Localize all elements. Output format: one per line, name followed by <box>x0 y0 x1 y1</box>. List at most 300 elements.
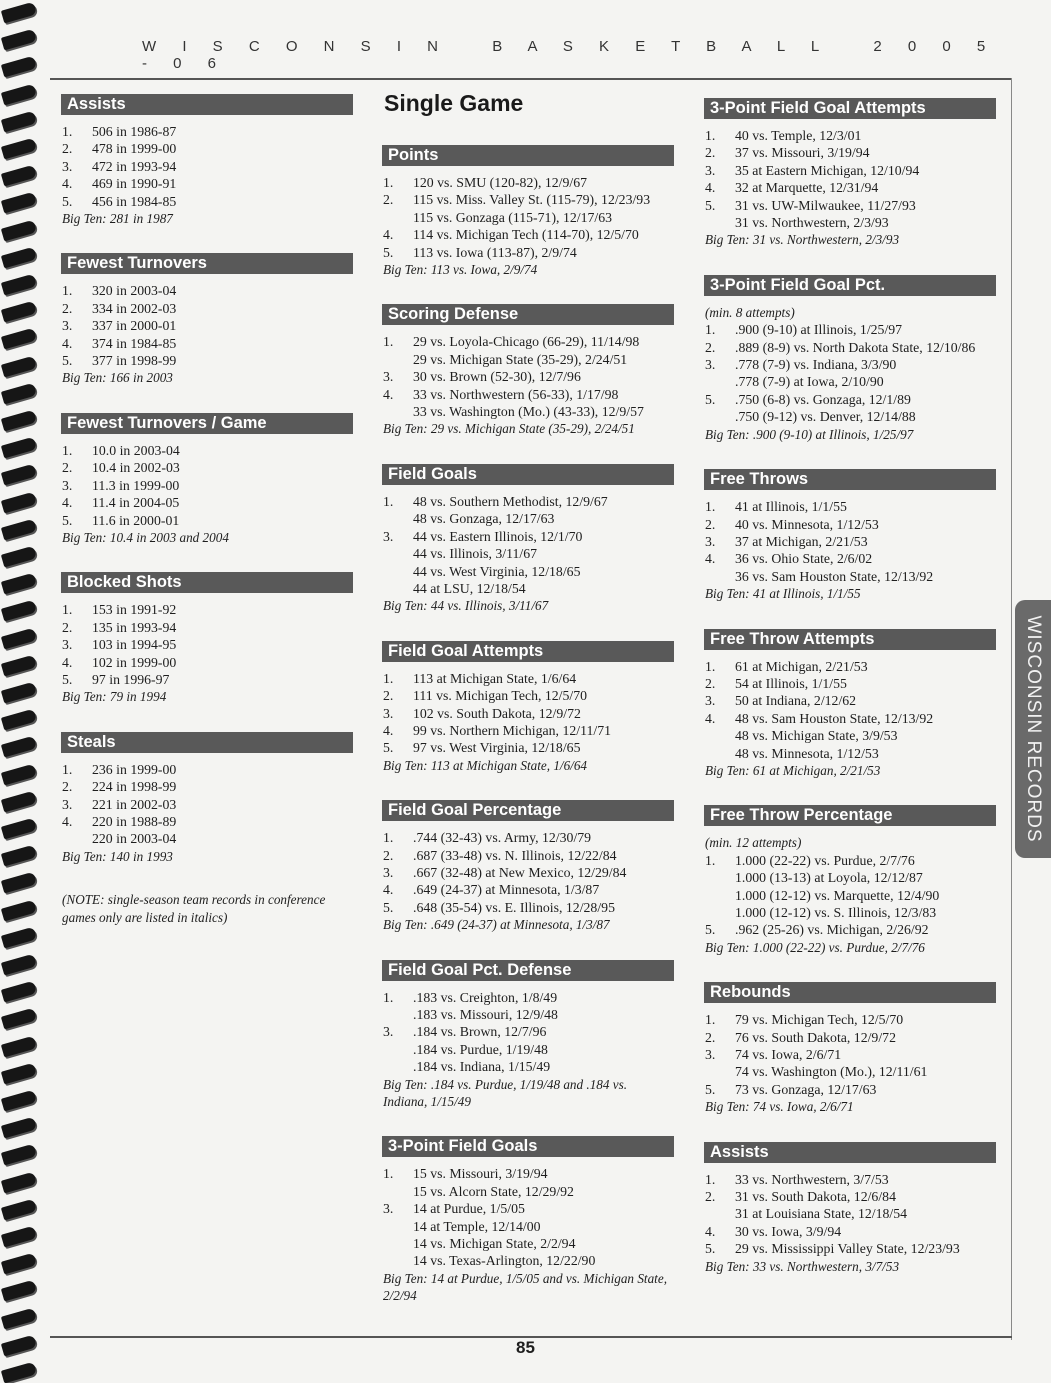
entry-text: 11.4 in 2004-05 <box>92 495 180 511</box>
column-title: Single Game <box>384 90 524 116</box>
entry-rank: 4. <box>705 710 716 726</box>
entry-rank: 3. <box>383 528 394 544</box>
record-entry <box>704 727 996 744</box>
record-entry <box>704 1188 996 1205</box>
entry-rank: 4. <box>705 551 716 567</box>
record-section <box>382 304 674 437</box>
entry-rank: 3. <box>705 533 716 549</box>
entry-text: 40 vs. Minnesota, 1/12/53 <box>735 516 879 532</box>
entry-text: 14 at Purdue, 1/5/05 <box>413 1201 525 1217</box>
big-ten-record: Big Ten: 113 vs. Iowa, 2/9/74 <box>383 262 538 278</box>
entry-rank: 3. <box>62 158 73 174</box>
record-entry <box>704 391 996 408</box>
binding-ring <box>1 736 37 758</box>
entry-text: 469 in 1990-91 <box>92 176 177 192</box>
binding-ring <box>1 110 37 132</box>
record-entry <box>382 864 674 881</box>
record-entry <box>61 282 353 299</box>
entry-text: .744 (32-43) vs. Army, 12/30/79 <box>413 830 592 846</box>
entry-rank: 2. <box>705 1189 716 1205</box>
binding-ring <box>1 818 37 840</box>
entry-rank: 2. <box>62 619 73 635</box>
record-entry <box>382 1252 674 1269</box>
entry-rank: 3. <box>62 318 73 334</box>
header-rule <box>50 78 1012 80</box>
record-entry <box>382 1183 674 1200</box>
entry-rank: 4. <box>62 335 73 351</box>
record-entry <box>61 671 353 688</box>
entry-text: .962 (25-26) vs. Michigan, 2/26/92 <box>735 922 929 938</box>
big-ten-record: Big Ten: 44 vs. Illinois, 3/11/67 <box>383 598 549 614</box>
entry-text: 61 at Michigan, 2/21/53 <box>735 658 868 674</box>
binding-ring <box>1 981 37 1003</box>
section-title: Free Throws <box>704 469 996 490</box>
record-entry <box>704 1081 996 1098</box>
record-entry <box>61 193 353 210</box>
entry-rank: 5. <box>705 922 716 938</box>
entry-rank: 1. <box>705 322 716 338</box>
entry-text: 374 in 1984-85 <box>92 335 177 351</box>
record-entry <box>704 675 996 692</box>
entry-rank: 4. <box>705 180 716 196</box>
record-entry <box>61 813 353 830</box>
entry-text: 102 vs. South Dakota, 12/9/72 <box>413 705 581 721</box>
entry-rank: 1. <box>62 442 73 458</box>
entry-rank: 5. <box>62 512 73 528</box>
binding-ring <box>1 29 37 51</box>
binding-ring <box>1 600 37 622</box>
record-entry <box>704 127 996 144</box>
entry-text: 29 vs. Michigan State (35-29), 2/24/51 <box>413 351 628 367</box>
section-qualifier: (min. 8 attempts) <box>705 304 795 320</box>
entry-text: 40 vs. Temple, 12/3/01 <box>735 128 862 143</box>
record-section <box>704 469 996 602</box>
record-entry <box>382 1165 674 1182</box>
record-entry <box>704 214 996 231</box>
entry-rank: 5. <box>62 671 73 687</box>
record-entry <box>61 175 353 192</box>
entry-text: .184 vs. Brown, 12/7/96 <box>413 1024 547 1040</box>
record-entry <box>61 352 353 369</box>
big-ten-record: Big Ten: 29 vs. Michigan State (35-29), 2/24/51 <box>383 421 635 437</box>
entry-rank: 5. <box>705 1241 716 1257</box>
record-section <box>61 413 353 546</box>
section-title: 3-Point Field Goal Pct. <box>704 275 996 296</box>
record-entry <box>61 477 353 494</box>
record-entry <box>61 317 353 334</box>
entry-rank: 1. <box>705 1012 716 1028</box>
entry-rank: 2. <box>705 1029 716 1045</box>
binding-ring <box>1 573 37 595</box>
entry-text: 54 at Illinois, 1/1/55 <box>735 675 847 691</box>
entry-rank: 2. <box>705 339 716 355</box>
entry-text: .183 vs. Missouri, 12/9/48 <box>413 1007 558 1022</box>
entry-text: 37 at Michigan, 2/21/53 <box>735 533 868 549</box>
big-ten-record: Big Ten: 14 at Purdue, 1/5/05 and vs. Michigan State, 2/2/94 <box>383 1270 667 1304</box>
entry-rank: 1. <box>705 852 716 868</box>
big-ten-record: Big Ten: 10.4 in 2003 and 2004 <box>62 529 229 545</box>
record-section <box>382 960 674 1111</box>
entry-text: 10.4 in 2002-03 <box>92 460 180 476</box>
record-entry <box>704 710 996 727</box>
big-ten-record: Big Ten: 1.000 (22-22) vs. Purdue, 2/7/76 <box>705 939 925 955</box>
record-entry <box>61 636 353 653</box>
binding-ring <box>1 138 37 160</box>
record-section <box>61 732 353 865</box>
record-entry <box>61 512 353 529</box>
record-entry <box>382 1006 674 1023</box>
record-entry <box>704 1171 996 1188</box>
entry-rank: 1. <box>62 602 73 618</box>
record-section <box>61 572 353 705</box>
binding-ring <box>1 1226 37 1248</box>
record-entry <box>704 321 996 338</box>
record-entry <box>61 140 353 157</box>
record-section <box>382 145 674 278</box>
section-title: Fewest Turnovers / Game <box>61 413 353 434</box>
record-entry <box>382 1041 674 1058</box>
record-entry <box>382 368 674 385</box>
binding-ring <box>1 872 37 894</box>
entry-text: 30 vs. Brown (52-30), 12/7/96 <box>413 369 581 385</box>
entry-text: 102 in 1999-00 <box>92 654 177 670</box>
entry-rank: 1. <box>383 670 394 686</box>
record-entry <box>704 1029 996 1046</box>
entry-text: 14 at Temple, 12/14/00 <box>413 1218 541 1234</box>
entry-text: 1.000 (12-12) vs. Marquette, 12/4/90 <box>735 887 940 903</box>
record-section <box>382 464 674 615</box>
entry-rank: 4. <box>62 813 73 829</box>
record-entry <box>382 1218 674 1235</box>
entry-rank: 2. <box>383 192 394 208</box>
entry-text: 14 vs. Michigan State, 2/2/94 <box>413 1236 576 1252</box>
entry-text: 1.000 (12-12) vs. S. Illinois, 12/3/83 <box>735 905 937 920</box>
section-title: Blocked Shots <box>61 572 353 593</box>
entry-rank: 2. <box>62 779 73 795</box>
entry-text: 76 vs. South Dakota, 12/9/72 <box>735 1029 896 1045</box>
binding-ring <box>1 954 37 976</box>
entry-text: 115 vs. Gonzaga (115-71), 12/17/63 <box>413 209 612 225</box>
record-entry <box>704 1205 996 1222</box>
entry-text: 74 vs. Iowa, 2/6/71 <box>735 1047 842 1063</box>
record-entry <box>382 209 674 226</box>
record-entry <box>61 335 353 352</box>
entry-rank: 5. <box>705 197 716 213</box>
entry-rank: 3. <box>383 369 394 385</box>
entry-text: 31 vs. Northwestern, 2/3/93 <box>735 215 889 231</box>
entry-rank: 4. <box>62 495 73 511</box>
entry-text: 31 at Louisiana State, 12/18/54 <box>735 1206 908 1222</box>
entry-rank: 2. <box>383 847 394 863</box>
binding-ring <box>1 1307 37 1329</box>
entry-rank: 3. <box>62 637 73 653</box>
entry-text: 29 vs. Loyola-Chicago (66-29), 11/14/98 <box>413 334 640 350</box>
entry-text: .667 (32-48) at New Mexico, 12/29/84 <box>413 864 627 880</box>
entry-text: .648 (35-54) vs. E. Illinois, 12/28/95 <box>413 899 615 915</box>
big-ten-record: Big Ten: 61 at Michigan, 2/21/53 <box>705 762 881 778</box>
page-number: 85 <box>516 1338 535 1357</box>
record-entry <box>382 1023 674 1040</box>
entry-text: 73 vs. Gonzaga, 12/17/63 <box>735 1081 877 1097</box>
entry-rank: 3. <box>383 705 394 721</box>
binding-ring <box>1 246 37 268</box>
section-title: Free Throw Percentage <box>704 805 996 826</box>
entry-text: 220 in 1988-89 <box>92 813 177 829</box>
binding-ring <box>1 790 37 812</box>
entry-rank: 5. <box>62 193 73 209</box>
record-entry <box>382 545 674 562</box>
record-entry <box>61 158 353 175</box>
entry-text: 48 vs. Minnesota, 1/12/53 <box>735 745 879 761</box>
record-entry <box>61 654 353 671</box>
binding-ring <box>1 1062 37 1084</box>
entry-text: 48 vs. Southern Methodist, 12/9/67 <box>413 493 608 509</box>
binding-ring <box>1 219 37 241</box>
entry-rank: 4. <box>62 176 73 192</box>
entry-rank: 4. <box>383 882 394 898</box>
record-section <box>704 275 996 443</box>
record-entry <box>61 601 353 618</box>
entry-text: 236 in 1999-00 <box>92 761 177 777</box>
entry-text: 103 in 1994-95 <box>92 637 177 653</box>
column-season-records <box>61 94 353 926</box>
entry-rank: 3. <box>705 693 716 709</box>
italics-note: (NOTE: single-season team records in conference games only are listed in italics) <box>62 892 326 925</box>
record-entry <box>704 498 996 515</box>
binding-ring <box>1 1008 37 1030</box>
record-entry <box>704 533 996 550</box>
entry-text: .750 (6-8) vs. Gonzaga, 12/1/89 <box>735 391 911 407</box>
record-section <box>382 800 674 933</box>
entry-text: 334 in 2002-03 <box>92 300 177 316</box>
record-entry <box>61 778 353 795</box>
entry-text: 337 in 2000-01 <box>92 318 177 334</box>
section-title: Assists <box>704 1142 996 1163</box>
record-entry <box>382 244 674 261</box>
binding-ring <box>1 83 37 105</box>
entry-text: 99 vs. Northern Michigan, 12/11/71 <box>413 722 611 738</box>
entry-text: 41 at Illinois, 1/1/55 <box>735 499 847 515</box>
entry-rank: 3. <box>383 864 394 880</box>
record-entry <box>382 191 674 208</box>
record-entry <box>704 550 996 567</box>
entry-rank: 5. <box>62 353 73 369</box>
entry-text: 1.000 (22-22) vs. Purdue, 2/7/76 <box>735 852 915 868</box>
binding-ring <box>1 1117 37 1139</box>
entry-text: 48 vs. Sam Houston State, 12/13/92 <box>735 710 934 726</box>
entry-text: 135 in 1993-94 <box>92 619 177 635</box>
record-entry <box>382 226 674 243</box>
entry-rank: 3. <box>705 357 716 373</box>
section-title: Assists <box>61 94 353 115</box>
record-entry <box>704 1011 996 1028</box>
record-entry <box>61 442 353 459</box>
header-word: 2 0 0 5 - 0 6 <box>142 38 997 72</box>
entry-text: 111 vs. Michigan Tech, 12/5/70 <box>413 688 588 704</box>
entry-text: 10.0 in 2003-04 <box>92 442 180 458</box>
entry-text: 113 vs. Iowa (113-87), 2/9/74 <box>413 244 577 260</box>
binding-ring <box>1 2 37 24</box>
binding-ring <box>1 682 37 704</box>
entry-rank: 1. <box>705 499 716 515</box>
entry-text: 153 in 1991-92 <box>92 602 177 618</box>
record-entry <box>704 887 996 904</box>
entry-text: 120 vs. SMU (120-82), 12/9/67 <box>413 175 587 190</box>
record-section <box>704 805 996 956</box>
binding-ring <box>1 709 37 731</box>
record-entry <box>382 705 674 722</box>
entry-text: 74 vs. Washington (Mo.), 12/11/61 <box>735 1064 928 1080</box>
binding-ring <box>1 1171 37 1193</box>
binding-ring <box>1 1280 37 1302</box>
section-title: Scoring Defense <box>382 304 674 325</box>
record-entry <box>704 1063 996 1080</box>
record-entry <box>704 658 996 675</box>
entry-text: 48 vs. Michigan State, 3/9/53 <box>735 728 898 744</box>
entry-rank: 1. <box>62 124 73 139</box>
record-entry <box>61 123 353 140</box>
record-entry <box>704 852 996 869</box>
entry-text: 220 in 2003-04 <box>92 831 177 847</box>
binding-ring <box>1 627 37 649</box>
record-entry <box>382 403 674 420</box>
entry-rank: 4. <box>383 722 394 738</box>
record-entry <box>382 881 674 898</box>
entry-text: .889 (8-9) vs. North Dakota State, 12/10/86 <box>735 339 976 355</box>
entry-rank: 1. <box>705 128 716 143</box>
entry-text: 37 vs. Missouri, 3/19/94 <box>735 145 870 161</box>
big-ten-record: Big Ten: 281 in 1987 <box>62 211 173 227</box>
entry-rank: 5. <box>383 899 394 915</box>
entry-text: 35 at Eastern Michigan, 12/10/94 <box>735 162 920 178</box>
binding-ring <box>1 926 37 948</box>
record-entry <box>704 921 996 938</box>
record-section <box>382 641 674 774</box>
entry-text: 113 at Michigan State, 1/6/64 <box>413 670 577 686</box>
record-entry <box>704 1240 996 1257</box>
record-entry <box>382 989 674 1006</box>
entry-text: 36 vs. Sam Houston State, 12/13/92 <box>735 568 934 584</box>
record-entry <box>704 745 996 762</box>
entry-text: 79 vs. Michigan Tech, 12/5/70 <box>735 1012 904 1028</box>
section-title: Fewest Turnovers <box>61 253 353 274</box>
entry-rank: 2. <box>705 516 716 532</box>
entry-rank: 2. <box>62 300 73 316</box>
record-entry <box>382 528 674 545</box>
section-title: Field Goal Percentage <box>382 800 674 821</box>
entry-rank: 1. <box>383 175 394 190</box>
entry-text: 11.6 in 2000-01 <box>92 512 180 528</box>
column-single-game-continued <box>704 98 996 1301</box>
section-title: Field Goals <box>382 464 674 485</box>
entry-rank: 3. <box>62 477 73 493</box>
binding-ring <box>1 355 37 377</box>
record-entry <box>704 179 996 196</box>
record-entry <box>61 459 353 476</box>
binding-ring <box>1 1090 37 1112</box>
entry-text: 44 at LSU, 12/18/54 <box>413 580 526 596</box>
entry-text: .184 vs. Indiana, 1/15/49 <box>413 1059 551 1075</box>
header-word: B A S K E T B A L L <box>492 38 831 55</box>
big-ten-record: Big Ten: 166 in 2003 <box>62 370 173 386</box>
big-ten-record: Big Ten: 31 vs. Northwestern, 2/3/93 <box>705 232 900 248</box>
right-margin-rule <box>1011 78 1012 1340</box>
entry-text: 33 vs. Northwestern, 3/7/53 <box>735 1171 889 1187</box>
record-section <box>704 629 996 780</box>
entry-text: 50 at Indiana, 2/12/62 <box>735 693 857 709</box>
record-entry <box>382 174 674 191</box>
entry-rank: 4. <box>383 227 394 243</box>
record-entry <box>704 692 996 709</box>
entry-rank: 3. <box>383 1201 394 1217</box>
section-title: Free Throw Attempts <box>704 629 996 650</box>
entry-text: 506 in 1986-87 <box>92 124 177 139</box>
section-title: 3-Point Field Goal Attempts <box>704 98 996 119</box>
record-entry <box>704 1046 996 1063</box>
record-entry <box>61 619 353 636</box>
big-ten-record: Big Ten: .649 (24-37) at Minnesota, 1/3/87 <box>383 917 610 933</box>
entry-text: 478 in 1999-00 <box>92 141 177 157</box>
entry-text: .750 (9-12) vs. Denver, 12/14/88 <box>735 409 916 425</box>
big-ten-record: Big Ten: 79 in 1994 <box>62 689 167 705</box>
record-entry <box>382 687 674 704</box>
entry-rank: 3. <box>705 162 716 178</box>
entry-text: 377 in 1998-99 <box>92 353 177 369</box>
section-title: Rebounds <box>704 982 996 1003</box>
entry-text: 44 vs. West Virginia, 12/18/65 <box>413 563 581 579</box>
entry-text: 472 in 1993-94 <box>92 158 177 174</box>
section-side-tab <box>1015 600 1051 858</box>
entry-text: 114 vs. Michigan Tech (114-70), 12/5/70 <box>413 227 639 243</box>
column-single-game <box>382 90 674 1331</box>
record-entry <box>382 739 674 756</box>
big-ten-record: Big Ten: .900 (9-10) at Illinois, 1/25/97 <box>705 426 914 442</box>
record-section <box>382 1136 674 1304</box>
entry-text: 320 in 2003-04 <box>92 283 177 299</box>
entry-text: .184 vs. Purdue, 1/19/48 <box>413 1041 548 1057</box>
binding-ring <box>1 410 37 432</box>
entry-text: 221 in 2002-03 <box>92 796 177 812</box>
record-section <box>704 1142 996 1275</box>
big-ten-record: Big Ten: 113 at Michigan State, 1/6/64 <box>383 757 588 773</box>
record-entry <box>382 899 674 916</box>
record-entry <box>382 1235 674 1252</box>
record-entry <box>704 408 996 425</box>
binding-ring <box>1 1253 37 1275</box>
record-entry <box>382 386 674 403</box>
record-entry <box>704 373 996 390</box>
entry-text: 115 vs. Miss. Valley St. (115-79), 12/23/93 <box>413 192 651 208</box>
record-entry <box>704 568 996 585</box>
entry-text: 97 vs. West Virginia, 12/18/65 <box>413 740 581 756</box>
big-ten-record: Big Ten: 74 vs. Iowa, 2/6/71 <box>705 1099 854 1115</box>
binding-ring <box>1 845 37 867</box>
entry-rank: 1. <box>705 658 716 674</box>
big-ten-record: Big Ten: .184 vs. Purdue, 1/19/48 and .184 vs. Indiana, 1/15/49 <box>383 1076 628 1110</box>
binding-ring <box>1 274 37 296</box>
binding-ring <box>1 1144 37 1166</box>
big-ten-record: Big Ten: 140 in 1993 <box>62 848 173 864</box>
side-tab-label: WISCONSIN RECORDS <box>1023 615 1044 843</box>
record-entry <box>61 300 353 317</box>
entry-text: 224 in 1998-99 <box>92 779 177 795</box>
entry-text: 97 in 1996-97 <box>92 671 170 687</box>
record-entry <box>382 563 674 580</box>
record-entry <box>704 197 996 214</box>
entry-rank: 4. <box>383 386 394 402</box>
page-header <box>60 38 1000 72</box>
record-entry <box>382 670 674 687</box>
